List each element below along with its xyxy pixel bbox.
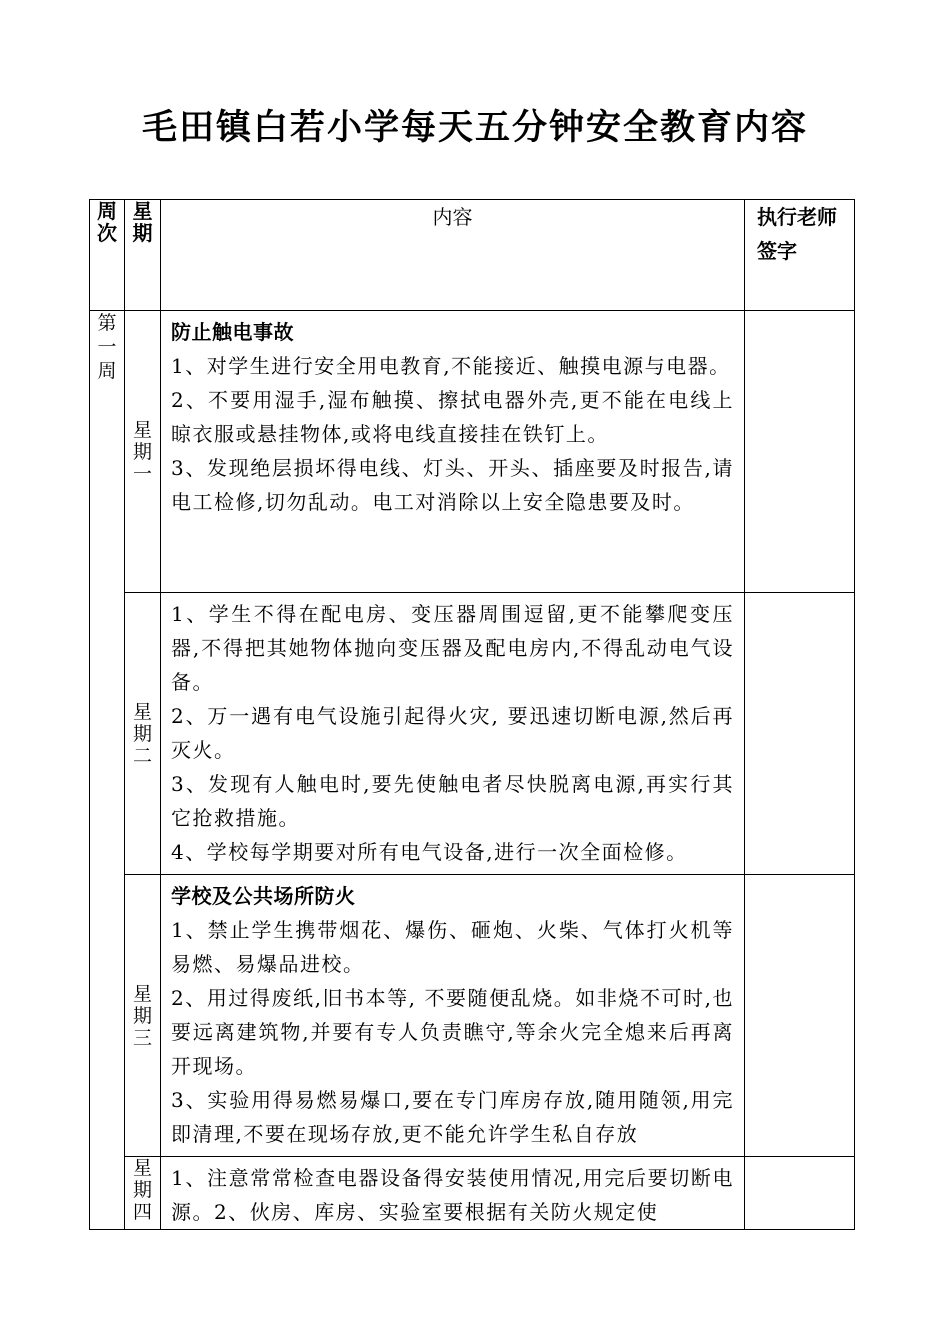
- content-line: 1、禁止学生携带烟花、爆伤、砸炮、火柴、气体打火机等易燃、易爆品进校。: [171, 918, 734, 976]
- section-heading: 学校及公共场所防火: [171, 884, 356, 908]
- content-line: 3、实验用得易燃易爆口,要在专门库房存放,随用随领,用完即清理,不要在现场存放,更不能允许学生私自存放: [171, 1088, 734, 1146]
- table-row: [90, 593, 855, 875]
- day-cell: 星 期 四: [125, 1157, 161, 1230]
- content-line: 1、注意常常检查电器设备得安装使用情况,用完后要切断电源。2、伙房、库房、实验室要根据有关防火规定使: [171, 1166, 734, 1224]
- sign-cell: [745, 593, 855, 875]
- content-line: 2、不要用湿手,湿布触摸、擦拭电器外壳,更不能在电线上晾衣服或悬挂物体,或将电线直接挂在铁钉上。: [171, 388, 734, 446]
- header-day: 星 期: [125, 200, 161, 311]
- content-cell: [161, 875, 745, 1157]
- content-cell: [161, 1157, 745, 1230]
- header-week: 周 次: [90, 200, 125, 311]
- day-cell: 星 期 三: [125, 875, 161, 1157]
- table-row: [90, 1157, 855, 1230]
- content-line: 2、万一遇有电气设施引起得火灾, 要迅速切断电源,然后再灭火。: [171, 704, 734, 762]
- header-sign: 执行老师 签字: [745, 200, 855, 311]
- sign-cell: [745, 1157, 855, 1230]
- table-row: [90, 311, 855, 593]
- sign-cell: [745, 875, 855, 1157]
- day-cell: 星 期 一: [125, 311, 161, 593]
- content-line: 3、发现绝层损坏得电线、灯头、开头、插座要及时报告,请电工检修,切勿乱动。电工对消除以上安全隐患要及时。: [171, 456, 734, 514]
- content-line: 4、学校每学期要对所有电气设备,进行一次全面检修。: [171, 840, 688, 864]
- section-heading: 防止触电事故: [171, 320, 294, 344]
- sign-cell: [745, 311, 855, 593]
- day-cell: 星 期 二: [125, 593, 161, 875]
- page-title: 毛田镇白若小学每天五分钟安全教育内容: [141, 107, 808, 148]
- content-line: 3、发现有人触电时,要先使触电者尽快脱离电源,再实行其它抢救措施。: [171, 772, 734, 830]
- header-row: [90, 200, 855, 311]
- content-line: 1、对学生进行安全用电教育,不能接近、触摸电源与电器。: [171, 354, 731, 378]
- table-row: [90, 875, 855, 1157]
- header-content: 内容: [161, 200, 745, 311]
- content-cell: [161, 593, 745, 875]
- content-line: 2、用过得废纸,旧书本等, 不要随便乱烧。如非烧不可时,也要远离建筑物,并要有专人负责瞧守,等余火完全熄来后再离开现场。: [171, 986, 734, 1078]
- schedule-table: [89, 199, 855, 1230]
- week-cell: 第 一 周: [90, 311, 125, 1230]
- content-line: 1、学生不得在配电房、变压器周围逗留,更不能攀爬变压器,不得把其她物体抛向变压器及配电房内,不得乱动电气设备。: [171, 602, 734, 694]
- content-cell: [161, 311, 745, 593]
